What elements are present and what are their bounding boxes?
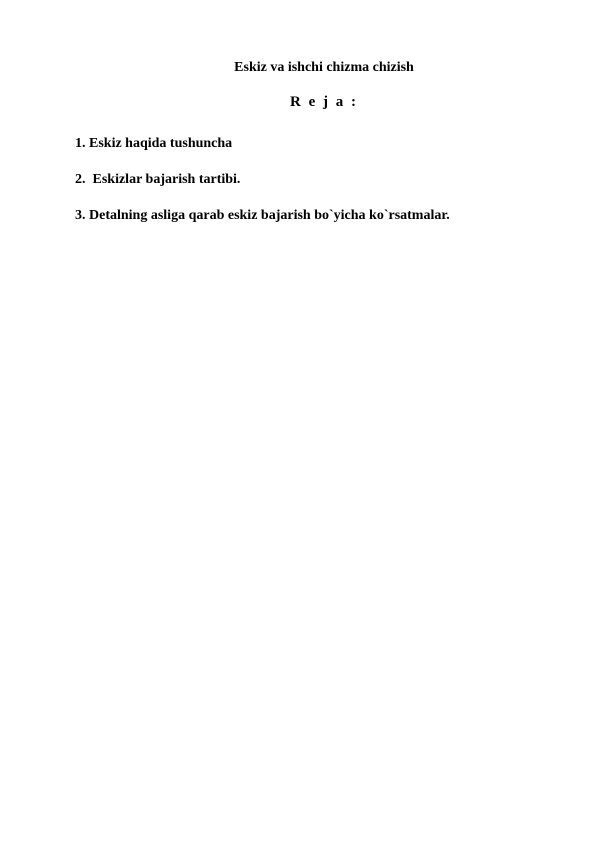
plan-item-1: 1. Eskiz haqida tushuncha <box>75 136 233 151</box>
plan-item-2: 2. Eskizlar bajarish tartibi. <box>75 172 241 187</box>
plan-heading: R e j a : <box>290 94 358 110</box>
document-title: Eskiz va ishchi chizma chizish <box>234 60 414 75</box>
plan-list <box>75 135 450 243</box>
plan-item-3: 3. Detalning asliga qarab eskiz bajarish bo`yicha ko`rsatmalar. <box>75 208 450 223</box>
